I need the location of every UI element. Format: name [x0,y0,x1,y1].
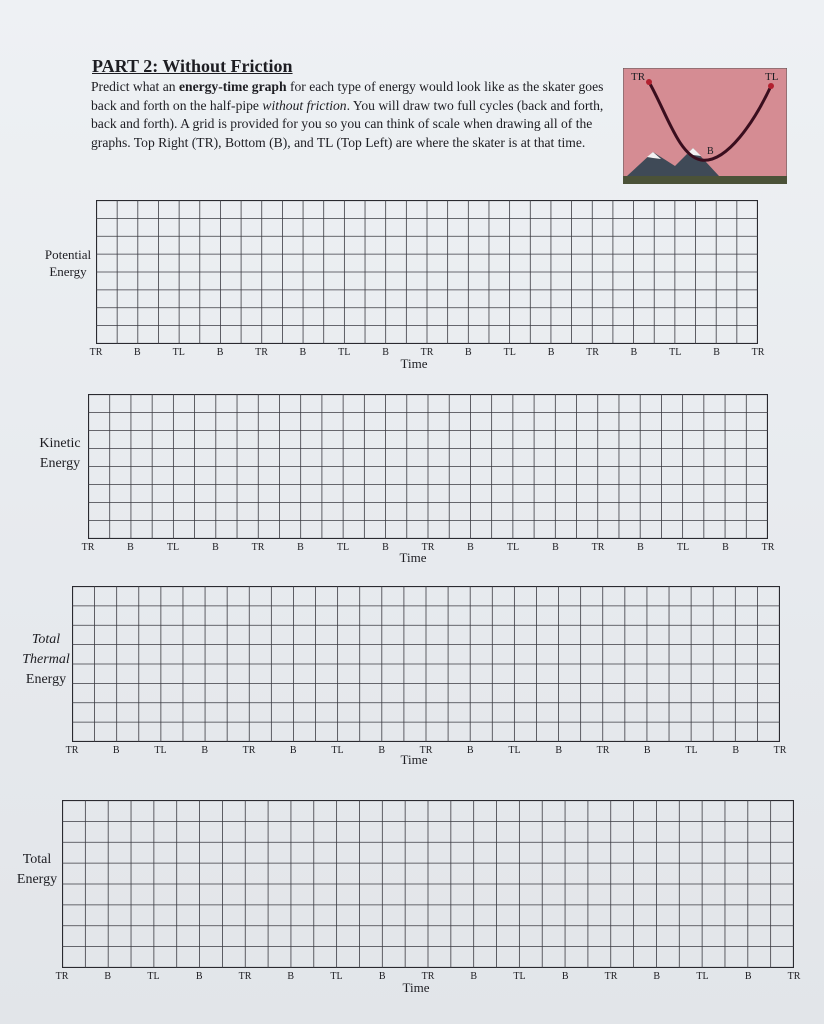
time-tick-label: TR [419,745,433,756]
time-tick-label: B [653,971,661,982]
potential-ylabel-line-1: Potential [44,247,92,262]
time-tick-label: TL [676,542,690,553]
half-pipe-diagram [623,68,787,184]
time-tick-label: TL [696,971,709,982]
time-tick-label: TL [336,542,350,553]
time-tick-label: TR [751,347,765,358]
time-tick-label: B [127,542,134,553]
time-tick-label: B [289,745,297,756]
time-tick-label: B [643,745,651,756]
time-tick-label: TL [166,542,180,553]
thermal-ylabel-line-3: Energy [25,672,67,687]
time-tick-label: TL [506,542,520,553]
time-tick-label: B [382,347,389,358]
instructions-text-3: . You will draw two full cycles (back and forth, back and forth). A grid is provided for you so you can think of scale when drawing all of the graphs. Top Right (TR), Bottom (B), and TL (Top Left) are where the skater is at that time. [91,97,604,150]
time-tick-label: TL [685,745,698,756]
time-tick-label: B [134,347,141,358]
time-tick-label: TR [81,542,95,553]
instructions-text-2: for each type of energy would look like as the skater goes back and forth on the half-pipe [91,79,604,113]
instructions-bold: energy-time graph [178,79,287,94]
thermal-energy-grid [72,586,780,742]
time-tick-label: B [555,745,563,756]
time-tick-label: B [552,542,559,553]
time-tick-label: TR [251,542,265,553]
time-tick-label: B [287,971,295,982]
total-ylabel-line-1: Total [22,852,52,867]
time-tick-label: B [212,542,219,553]
thermal-ylabel-line-1: Total [31,632,61,647]
time-tick-label: TL [513,971,526,982]
kinetic-time-label: Time [399,550,427,565]
time-tick-label: TL [669,347,682,358]
time-tick-label: B [637,542,644,553]
time-tick-label: B [299,347,307,358]
time-tick-label: B [195,971,203,982]
time-tick-label: B [378,971,386,982]
time-tick-label: B [378,745,386,756]
potential-time-label: Time [400,356,428,371]
total-ylabel-line-2: Energy [16,872,58,887]
skater-marker-tl [768,83,774,89]
time-tick-label: TL [503,347,516,358]
diagram-ground [623,176,787,184]
time-tick-label: B [465,347,472,358]
time-tick-label: B [630,347,638,358]
time-tick-label: B [104,971,112,982]
time-tick-label: TR [89,347,103,358]
time-tick-label: TR [604,971,618,982]
time-tick-label: B [466,745,474,756]
time-tick-label: B [216,347,224,358]
time-tick-label: B [713,347,720,358]
time-tick-label: TR [255,347,268,358]
diagram-label-tr: TR [631,71,646,83]
time-tick-label: TL [330,971,343,982]
kinetic-time-ticks [81,542,775,556]
time-tick-label: TR [65,745,79,756]
kinetic-ylabel-line-2: Energy [39,456,81,471]
part-title: PART 2: Without Friction [92,56,293,76]
instructions-paragraph [91,78,611,152]
time-tick-label: TL [147,971,160,982]
time-tick-label: TL [331,745,344,756]
time-tick-label: TR [591,542,605,553]
total-energy-ylabel [6,850,68,890]
instructions-italic: without friction [262,97,347,113]
time-tick-label: B [722,542,729,553]
time-tick-label: B [547,347,555,358]
time-tick-label: B [744,971,752,982]
time-tick-label: TR [773,745,787,756]
time-tick-label: TR [421,971,435,982]
time-tick-label: B [297,542,304,553]
time-tick-label: TR [421,542,435,553]
time-tick-label: B [201,745,209,756]
time-tick-label: TR [238,971,252,982]
total-energy-grid [62,800,794,968]
time-tick-label: TL [172,347,185,358]
time-tick-label: TL [154,745,167,756]
thermal-ylabel-line-2: Thermal [22,652,70,667]
time-tick-label: B [732,745,740,756]
potential-energy-grid [96,200,758,344]
time-tick-label: TR [596,745,610,756]
time-tick-label: TR [420,347,434,358]
skater-marker-tr [646,79,652,85]
kinetic-ylabel-line-1: Kinetic [39,436,81,451]
time-tick-label: TR [242,745,256,756]
time-tick-label: B [112,745,120,756]
thermal-time-label: Time [400,752,428,767]
potential-ylabel-line-2: Energy [49,264,87,279]
time-tick-label: B [470,971,478,982]
instructions-text-1: Predict what an [91,79,179,94]
time-tick-label: TL [338,347,351,358]
time-tick-label: TR [55,971,69,982]
time-tick-label: TR [761,542,775,553]
diagram-label-b: B [707,146,714,157]
time-tick-label: TL [508,745,521,756]
diagram-label-tl: TL [765,71,779,83]
total-time-label: Time [402,980,430,995]
time-tick-label: B [382,542,389,553]
time-tick-label: TR [586,347,599,358]
time-tick-label: B [467,542,474,553]
time-tick-label: B [561,971,569,982]
kinetic-energy-grid [88,394,768,539]
time-tick-label: TR [787,971,801,982]
